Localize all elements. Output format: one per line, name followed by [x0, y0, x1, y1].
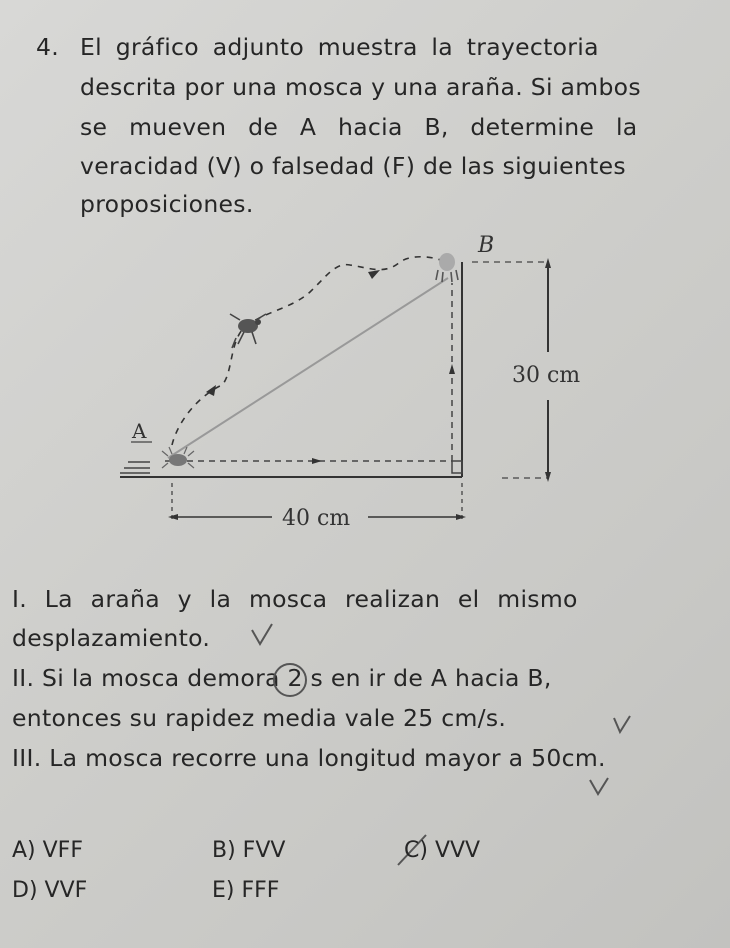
option-b[interactable]: B) FVV — [212, 838, 286, 863]
point-b-label: B — [478, 233, 495, 258]
stem-line-4: veracidad (V) o falsedad (F) de las siguientes — [80, 152, 626, 180]
option-c[interactable]: C) VVV — [404, 838, 481, 863]
statement-1-line-1: I. La araña y la mosca realizan el mismo — [12, 585, 578, 613]
stem-line-2: descrita por una mosca y una araña. Si ambos — [80, 73, 641, 101]
check-mark-icon — [252, 624, 272, 644]
stem-line-5: proposiciones. — [80, 190, 254, 218]
problem-number: 4. — [36, 33, 60, 61]
point-a-label: A — [132, 419, 147, 443]
stem-line-1: El gráfico adjunto muestra la trayectoria — [80, 33, 599, 61]
width-label: 40 cm — [282, 506, 351, 531]
statement-2-line-1: II. Si la mosca demora 2 s en ir de A hacia B, — [12, 664, 552, 692]
height-label: 30 cm — [512, 363, 581, 388]
option-d[interactable]: D) VVF — [12, 878, 88, 903]
option-a[interactable]: A) VFF — [12, 838, 83, 863]
statement-1-line-2: desplazamiento. — [12, 624, 211, 652]
statement-2-line-2: entonces su rapidez media vale 25 cm/s. — [12, 704, 507, 732]
statement-3-line-1: III. La mosca recorre una longitud mayor a 50cm. — [12, 744, 606, 772]
stem-line-3: se mueven de A hacia B, determine la — [80, 113, 638, 141]
option-e[interactable]: E) FFF — [212, 878, 280, 903]
